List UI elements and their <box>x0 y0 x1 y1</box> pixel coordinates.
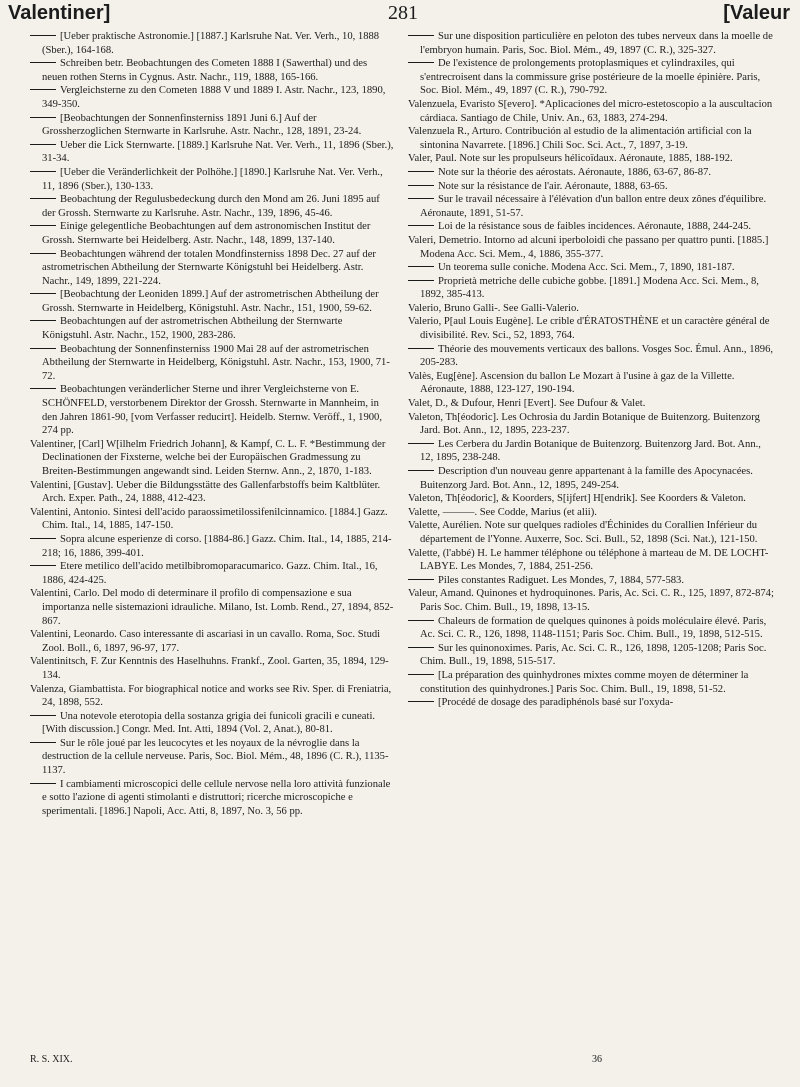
bibliography-entry <box>408 343 776 370</box>
bibliography-entry <box>408 166 776 180</box>
bibliography-entry <box>30 587 394 628</box>
ditto-dash <box>30 293 56 294</box>
bibliography-entry <box>30 220 394 247</box>
entry-text: Valer, Paul. Note sur les propulseurs hélicoïdaux. Aéronaute, 1885, 188-192. <box>408 153 733 165</box>
ditto-dash <box>408 674 434 675</box>
ditto-dash <box>408 280 434 281</box>
ditto-dash <box>30 225 56 226</box>
entry-text: Schreiben betr. Beobachtungen des Cometen 1888 I (Sawerthal) und des neuen rothen Sterns in Cygnus. Astr. Nachr., 119, 1888, 165-166. <box>42 58 368 83</box>
entry-text: Piles constantes Radiguet. Les Mondes, 7, 1884, 577-583. <box>438 574 684 586</box>
ditto-dash <box>30 198 56 199</box>
bibliography-entry <box>408 275 776 302</box>
entry-text: Valette, Aurélien. Note sur quelques radioles d'Échinides du Corallien Inférieur du département de l'Yonne. Auxerre, Soc. Sci. Bull., 52, 1898 (Sci. Nat.), 121-150. <box>408 520 758 545</box>
ditto-dash <box>408 579 434 580</box>
running-header <box>0 0 800 26</box>
entry-text: Beobachtungen veränderlicher Sterne und ihrer Vergleichsterne von E. SCHÖNFELD, verstorbenem Direktor der Grossh. Sternwarte in Mannheim, in den Jahren 1861-90, [vom Verfasser reducirt]. Heidelb. Sternw. Veröff., 1, 1900, 274 pp. <box>42 384 382 437</box>
bibliography-entry <box>30 628 394 655</box>
entry-text: Les Cerbera du Jardin Botanique de Buitenzorg. Buitenzorg Jard. Bot. Ann., 12, 1895, 238-248. <box>420 438 761 464</box>
entry-text: [Ueber praktische Astronomie.] [1887.] Karlsruhe Nat. Ver. Verh., 10, 1888 (Sber.), 164-168. <box>42 31 380 56</box>
ditto-dash <box>408 620 434 621</box>
ditto-dash <box>30 320 56 321</box>
entry-text: Valenzuela R., Arturo. Contribución al estudio de la alimentación artificial con la sintonina Navarrete. [1896.] Chili Soc. Sci. Act., 7, 1897, 3-19. <box>408 126 752 151</box>
bibliography-entry <box>408 315 776 342</box>
bibliography-entry <box>30 560 394 587</box>
entry-text: Einige gelegentliche Beobachtungen auf dem astronomischen Institut der Grossh. Sternwarte bei Heidelberg. Astr. Nachr., 148, 1899, 137-140. <box>42 221 371 246</box>
entry-text: [Ueber die Veränderlichkeit der Polhöhe.] [1890.] Karlsruhe Nat. Ver. Verh., 11, 1896 (Sber.), 130-133. <box>42 166 383 192</box>
ditto-dash <box>30 144 56 145</box>
ditto-dash <box>30 565 56 566</box>
ditto-dash <box>408 198 434 199</box>
bibliography-entry <box>30 710 394 737</box>
bibliography-entry <box>408 547 776 574</box>
bibliography-entry <box>408 438 776 465</box>
bibliography-entry <box>408 180 776 194</box>
ditto-dash <box>408 171 434 172</box>
entry-text: I cambiamenti microscopici delle cellule nervose nella loro attività funzionale e sotto l'azione di agenti stimolanti e distruttori; ricerche microscopiche e sperimentali. [1896.] Napoli, Acc. Atti, 8, 1897, No. 3, 56 pp. <box>42 778 391 817</box>
bibliography-entry <box>30 778 394 819</box>
bibliography-entry <box>30 438 394 479</box>
entry-text: Valenza, Giambattista. For biographical notice and works see Riv. Sper. di Freniatria, 24, 1898, 552. <box>30 683 392 709</box>
entry-text: Beobachtungen auf der astrometrischen Abtheilung der Sternwarte Königstuhl. Astr. Nachr., 152, 1900, 283-286. <box>42 316 343 342</box>
bibliography-entry <box>30 479 394 506</box>
entry-text: Sur les quinonoximes. Paris, Ac. Sci. C. R., 126, 1898, 1205-1208; Paris Soc. Chim. Bull., 19, 1898, 515-517. <box>420 642 767 668</box>
entry-text: Valeri, Demetrio. Intorno ad alcuni iperboloidi che passano per quattro punti. [1885.] Modena Acc. Sci. Mem., 4, 1886, 355-377. <box>408 234 769 260</box>
entry-text: De l'existence de prolongements protoplasmiques et cylindraxiles, qui s'entrecroisent dans la commissure grise postérieure de la moelle épinière. Paris, Soc. Biol. Mém., 49, 1897 (C. R.), 790-792. <box>420 58 761 97</box>
bibliography-entry <box>30 343 394 384</box>
ditto-dash <box>408 225 434 226</box>
bibliography-entry <box>30 30 394 57</box>
entry-text: Valentini, Carlo. Del modo di determinare il profilo di compensazione e sua importanza nelle sistemazioni idrauliche. Milano, Ist. Lomb. Rend., 27, 1894, 852-867. <box>30 588 394 627</box>
entry-text: Valeur, Amand. Quinones et hydroquinones. Paris, Ac. Sci. C. R., 125, 1897, 872-874; Paris Soc. Chim. Bull., 19, 1898, 13-15. <box>408 588 774 613</box>
entry-text: Un teorema sulle coniche. Modena Acc. Sci. Mem., 7, 1890, 181-187. <box>438 262 735 274</box>
bibliography-entry <box>408 696 776 710</box>
bibliography-entry <box>408 587 776 614</box>
bibliography-entry <box>408 193 776 220</box>
left-column <box>30 30 394 818</box>
header-right: [Valeur <box>723 2 790 24</box>
ditto-dash <box>30 117 56 118</box>
ditto-dash <box>408 647 434 648</box>
bibliography-entry <box>408 642 776 669</box>
entry-text: Beobachtung der Regulusbedeckung durch den Mond am 26. Juni 1895 auf der Grossh. Sternwarte zu Karlsruhe. Astr. Nachr., 139, 1896, 45-46. <box>42 194 380 219</box>
bibliography-entry <box>408 615 776 642</box>
entry-text: Valet, D., & Dufour, Henri [Evert]. See Dufour & Valet. <box>408 398 646 410</box>
entry-text: Valeton, Th[éodoric]. Les Ochrosia du Jardin Botanique de Buitenzorg. Buitenzorg Jard. Bot. Ann., 12, 1895, 223-237. <box>408 411 760 437</box>
entry-text: Valentiner, [Carl] W[ilhelm Friedrich Johann], & Kampf, C. L. F. *Bestimmung der Declinationen der Fixsterne, welche bei der Europäischen Gradmessung zu Breiten-Bestimmungen angewandt sind. Leiden Sternw. Ann., 2, 1870, 1-183. <box>30 438 386 477</box>
ditto-dash <box>30 783 56 784</box>
bibliography-entry <box>30 166 394 193</box>
entry-text: Valeton, Th[éodoric], & Koorders, S[ijfert] H[endrik]. See Koorders & Valeton. <box>408 493 746 505</box>
bibliography-entry <box>30 533 394 560</box>
ditto-dash <box>408 35 434 36</box>
ditto-dash <box>30 388 56 389</box>
ditto-dash <box>30 89 56 90</box>
ditto-dash <box>408 470 434 471</box>
ditto-dash <box>408 701 434 702</box>
entry-text: Beobachtungen während der totalen Mondfinsterniss 1898 Dec. 27 auf der astrometrischen Abtheilung der Sternwarte Königstuhl bei Heidelberg. Astr. Nachr., 149, 1899, 221-224. <box>42 248 376 287</box>
entry-text: Proprietà metriche delle cubiche gobbe. [1891.] Modena Acc. Sci. Mem., 8, 1892, 385-413. <box>420 275 759 301</box>
bibliography-entry <box>408 98 776 125</box>
header-left: Valentiner] <box>8 2 111 24</box>
entry-text: Sur le travail nécessaire à l'élévation d'un ballon entre deux zônes d'équilibre. Aéronaute, 1891, 51-57. <box>420 194 767 219</box>
bibliography-entry <box>408 519 776 546</box>
bibliography-entry <box>30 84 394 111</box>
entry-text: Valès, Eug[ène]. Ascension du ballon Le Mozart à l'usine à gaz de la Villette. Aéronaute, 1888, 123-127, 190-194. <box>408 370 735 396</box>
entry-text: Etere metilico dell'acido metilbibromoparacumarico. Gazz. Chim. Ital., 16, 1886, 424-425. <box>42 561 378 586</box>
bibliography-entry <box>30 383 394 437</box>
entry-text: Note sur la résistance de l'air. Aéronaute, 1888, 63-65. <box>438 180 668 192</box>
entry-text: Valerio, Bruno Galli-. See Galli-Valerio. <box>408 302 579 314</box>
bibliography-entry <box>408 465 776 492</box>
entry-text: [Beobachtungen der Sonnenfinsterniss 1891 Juni 6.] Auf der Grossherzoglichen Sternwarte in Karlsruhe. Astr. Nachr., 128, 1891, 23-24. <box>42 112 362 138</box>
bibliography-entry <box>408 30 776 57</box>
entry-text: [Procédé de dosage des paradiphénols basé sur l'oxyda- <box>438 697 674 709</box>
bibliography-entry <box>30 655 394 682</box>
bibliography-entry <box>408 302 776 316</box>
entry-text: [La préparation des quinhydrones mixtes comme moyen de déterminer la constitution des quinhydrones.] Paris Soc. Chim. Bull., 19, 1898, 51-52. <box>420 669 749 695</box>
footer-signature: R. S. XIX. <box>30 1054 73 1065</box>
entry-text: Sur le rôle joué par les leucocytes et les noyaux de la névroglie dans la destruction de la cellule nerveuse. Paris, Soc. Biol. Mém., 48, 1896 (C. R.), 1135-1137. <box>42 737 389 777</box>
entry-text: [Beobachtung der Leoniden 1899.] Auf der astrometrischen Abtheilung der Grossh. Sternwarte in Heidelberg, Königstuhl. Astr. Nachr., 151, 1900, 59-62. <box>42 289 379 314</box>
bibliography-entry <box>408 152 776 166</box>
bibliography-entry <box>30 57 394 84</box>
bibliography-entry <box>408 411 776 438</box>
bibliography-entry <box>408 370 776 397</box>
ditto-dash <box>408 62 434 63</box>
bibliography-entry <box>408 234 776 261</box>
page-number: 281 <box>388 2 418 24</box>
entry-text: Ueber die Lick Sternwarte. [1889.] Karlsruhe Nat. Ver. Verh., 11, 1896 (Sber.), 31-34. <box>42 139 394 165</box>
entry-text: Valerio, P[aul Louis Eugène]. Le crible d'ÉRATOSTHÈNE et un caractère général de divisibilité. Rev. Sci., 52, 1893, 764. <box>408 316 770 342</box>
entry-text: Sur une disposition particulière en peloton des tubes nerveux dans la moelle de l'embryon humain. Paris, Soc. Biol. Mém., 49, 1897 (C. R.), 325-327. <box>420 31 773 56</box>
ditto-dash <box>408 185 434 186</box>
ditto-dash <box>30 62 56 63</box>
bibliography-entry <box>30 193 394 220</box>
ditto-dash <box>30 742 56 743</box>
bibliography-entry <box>30 139 394 166</box>
entry-text: Vergleichsterne zu den Cometen 1888 V und 1889 I. Astr. Nachr., 123, 1890, 349-350. <box>42 85 386 110</box>
bibliography-entry <box>408 220 776 234</box>
entry-text: Description d'un nouveau genre appartenant à la famille des Apocynacées. Buitenzorg Jard. Bot. Ann., 12, 1895, 249-254. <box>420 466 753 491</box>
entry-text: Loi de la résistance sous de faibles incidences. Aéronaute, 1888, 244-245. <box>438 221 752 233</box>
entry-text: Valentini, [Gustav]. Ueber die Bildungsstätte des Gallenfarbstoffs beim Kaltblüter. Arch. Exper. Path., 24, 1888, 412-423. <box>30 479 381 505</box>
entry-text: Chaleurs de formation de quelques quinones à poids moléculaire élevé. Paris, Ac. Sci. C. R., 126, 1898, 1148-1151; Paris Soc. Chim. Bull., 19, 1898, 512-515. <box>420 615 767 641</box>
entry-text: Valette, ———. See Codde, Marius (et alii). <box>408 506 597 518</box>
entry-text: Théorie des mouvements verticaux des ballons. Vosges Soc. Émul. Ann., 1896, 205-283. <box>420 343 774 369</box>
entry-text: Una notevole eterotopia della sostanza grigia dei funicoli gracili e cuneati. [With discussion.] Congr. Med. Int. Atti, 1894 (Vol. 2, Anat.), 80-81. <box>42 710 376 736</box>
ditto-dash <box>30 538 56 539</box>
entry-text: Sopra alcune esperienze di corso. [1884-86.] Gazz. Chim. Ital., 14, 1885, 214-218; 16, 1886, 399-401. <box>42 533 392 559</box>
bibliography-entry <box>408 397 776 411</box>
right-column <box>408 30 776 710</box>
bibliography-entry <box>30 315 394 342</box>
ditto-dash <box>30 171 56 172</box>
entry-text: Beobachtung der Sonnenfinsterniss 1900 Mai 28 auf der astrometrischen Abtheilung der Sternwarte in Heidelberg, Königstuhl. Astr. Nachr., 153, 1900, 71-72. <box>42 343 390 382</box>
bibliography-entry <box>408 261 776 275</box>
ditto-dash <box>408 266 434 267</box>
bibliography-entry <box>30 737 394 778</box>
ditto-dash <box>408 443 434 444</box>
entry-text: Valenzuela, Evaristo S[evero]. *Aplicaciones del micro-estetoscopio a la auscultacion cárdiaca. Santiago de Chile, Univ. An., 63, 1883, 274-294. <box>408 98 773 124</box>
ditto-dash <box>30 715 56 716</box>
footer-sheet-number: 36 <box>592 1054 602 1065</box>
bibliography-entry <box>30 112 394 139</box>
ditto-dash <box>30 253 56 254</box>
entry-text: Valentinitsch, F. Zur Kenntnis des Haselhuhns. Frankf., Zool. Garten, 35, 1894, 129-134. <box>30 656 389 681</box>
bibliography-entry <box>408 492 776 506</box>
bibliography-entry <box>408 125 776 152</box>
bibliography-entry <box>408 669 776 696</box>
entry-text: Valette, (l'abbé) H. Le hammer téléphone ou téléphone à marteau de M. DE LOCHT-LABYE. Les Mondes, 7, 1884, 251-256. <box>408 547 769 573</box>
entry-text: Valentini, Antonio. Sintesi dell'acido paraossimetilossifenilcinnamico. [1884.] Gazz. Chim. Ital., 14, 1885, 147-150. <box>30 506 388 532</box>
bibliography-entry <box>30 248 394 289</box>
ditto-dash <box>408 348 434 349</box>
bibliography-entry <box>408 574 776 588</box>
bibliography-entry <box>30 506 394 533</box>
entry-text: Valentini, Leonardo. Caso interessante di ascariasi in un cavallo. Roma, Soc. Studi Zool. Boll., 6, 1897, 96-97, 177. <box>30 629 381 654</box>
bibliography-entry <box>408 57 776 98</box>
ditto-dash <box>30 35 56 36</box>
bibliography-entry <box>30 288 394 315</box>
bibliography-entry <box>30 683 394 710</box>
bibliography-entry <box>408 506 776 520</box>
entry-text: Note sur la théorie des aérostats. Aéronaute, 1886, 63-67, 86-87. <box>438 166 712 178</box>
ditto-dash <box>30 348 56 349</box>
